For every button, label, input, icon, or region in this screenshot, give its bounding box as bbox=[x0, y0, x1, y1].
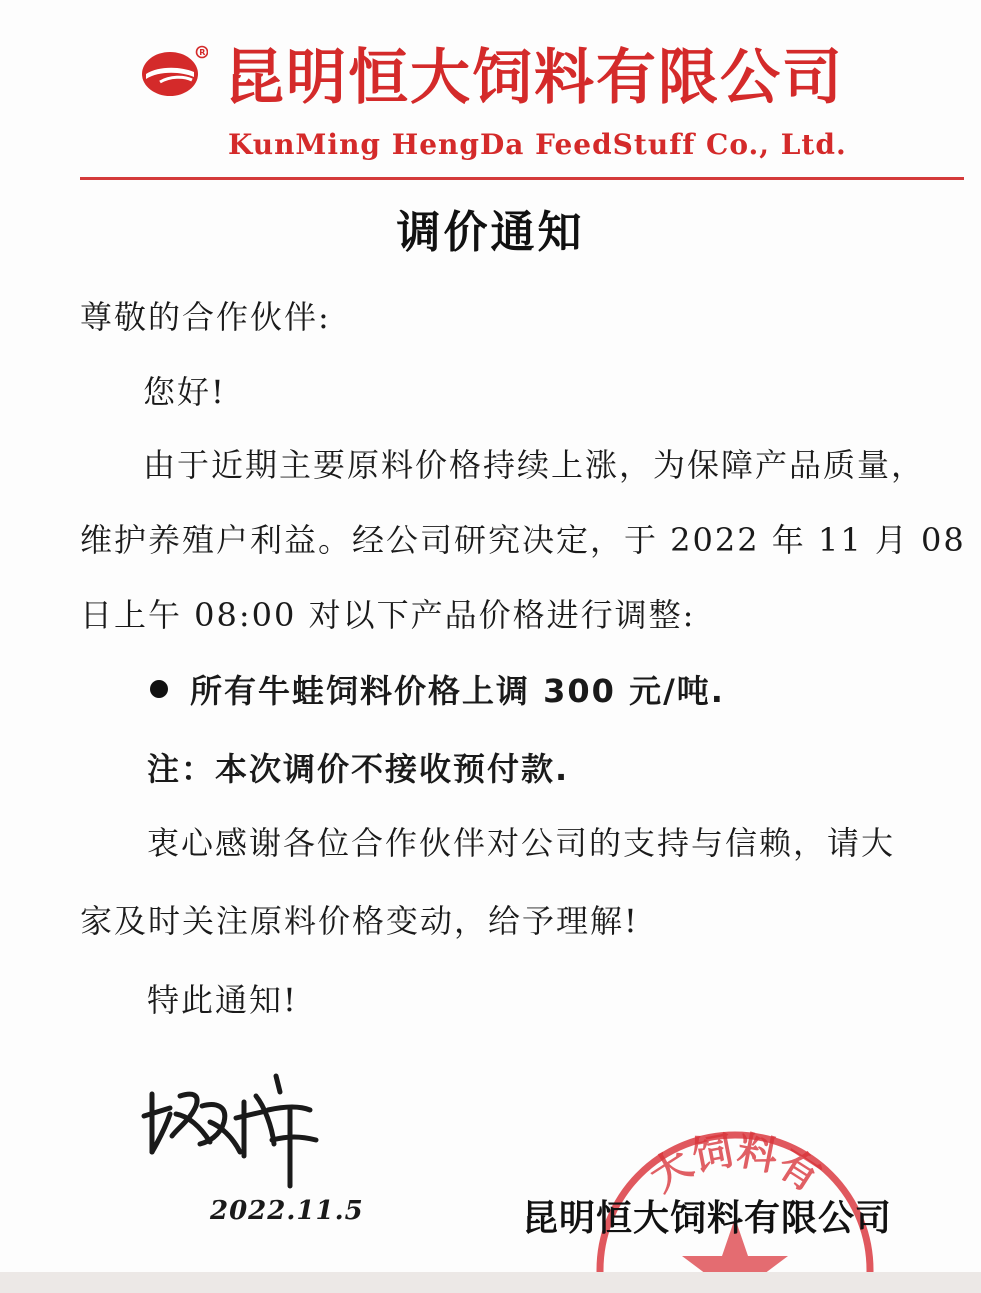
signing-company-name: 昆明恒大饲料有限公司 bbox=[522, 1198, 893, 1239]
greeting: 您好! bbox=[143, 373, 226, 411]
paragraph-line: 由于近期主要原料价格持续上涨，为保障产品质量， bbox=[143, 446, 926, 484]
thanks-line: 衷心感谢各位合作伙伴对公司的支持与信赖，请大 bbox=[147, 824, 896, 862]
svg-text:R: R bbox=[199, 48, 206, 57]
letterhead-divider bbox=[80, 177, 964, 180]
closing: 特此通知! bbox=[147, 981, 298, 1019]
signature-date: 2022.11.5 bbox=[210, 1196, 364, 1226]
company-name-en: KunMing HengDa FeedStuff Co., Ltd. bbox=[228, 128, 847, 161]
salutation: 尊敬的合作伙伴: bbox=[80, 298, 331, 336]
bottom-border bbox=[0, 1272, 981, 1293]
company-logo-icon bbox=[140, 44, 208, 98]
handwritten-signature bbox=[140, 1066, 330, 1196]
note: 注：本次调价不接收预付款. bbox=[147, 750, 570, 788]
company-name-cn: 昆明恒大饲料有限公司 bbox=[224, 43, 844, 113]
thanks-line: 家及时关注原料价格变动，给予理解! bbox=[80, 902, 639, 940]
bullet-item bbox=[150, 666, 725, 712]
paragraph-line: 日上午 08:00 对以下产品价格进行调整: bbox=[80, 596, 696, 634]
paragraph-line: 维护养殖户利益。经公司研究决定，于 2022 年 11 月 08 bbox=[80, 521, 966, 559]
document-title: 调价通知 bbox=[396, 207, 585, 258]
bullet-text: 所有牛蛙饲料价格上调 300 元/吨. bbox=[190, 672, 725, 710]
svg-text:大饲料有: 大饲料有 bbox=[641, 1127, 829, 1201]
bullet-icon bbox=[150, 680, 168, 698]
